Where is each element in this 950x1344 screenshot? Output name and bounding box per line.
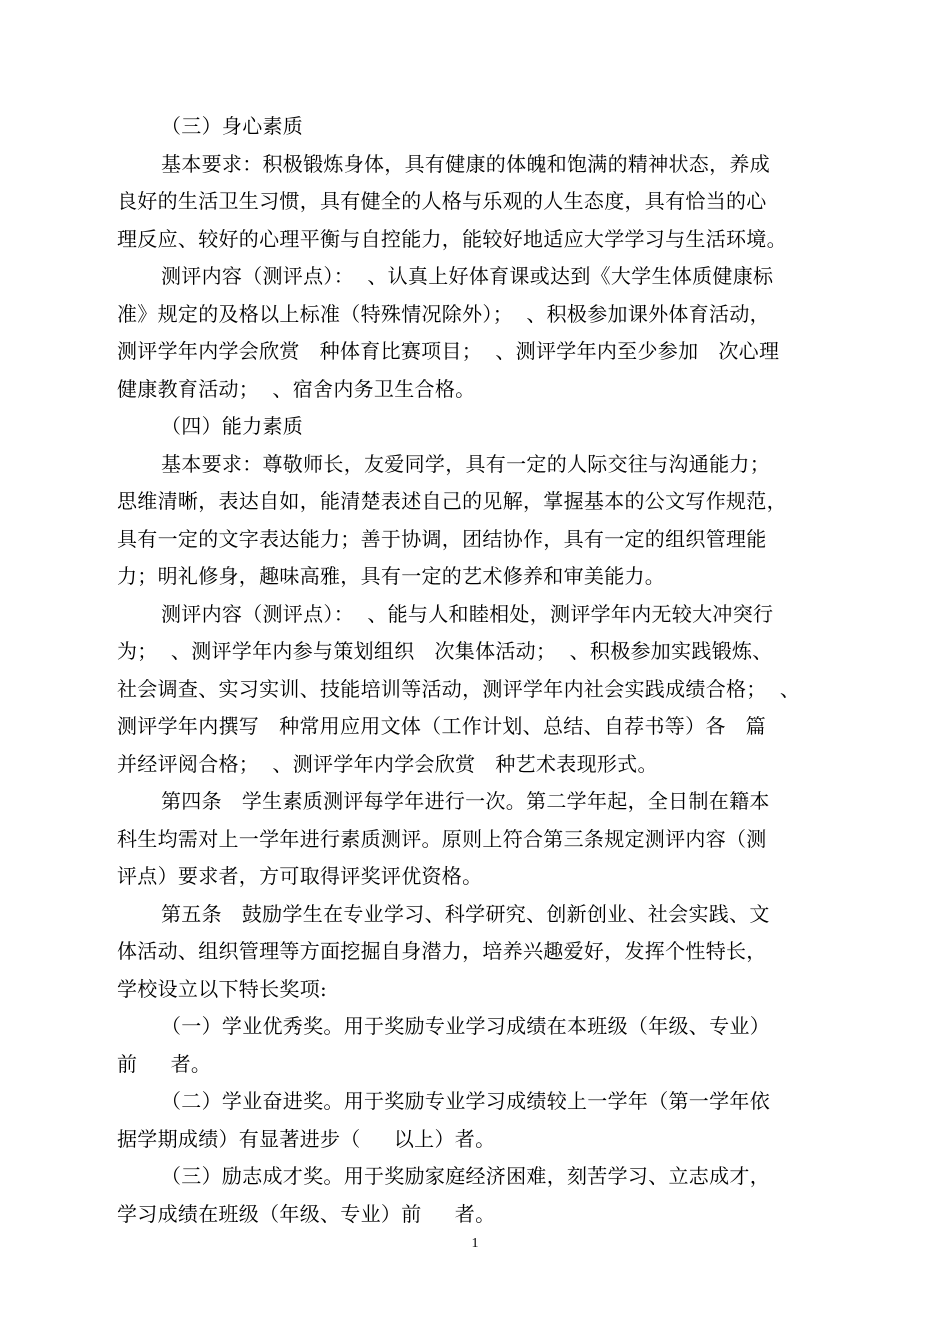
- text-line: 具有一定的文字表达能力；善于协调，团结协作，具有一定的组织管理能: [117, 526, 767, 551]
- text-line: 良好的生活卫生习惯，具有健全的人格与乐观的人生态度，具有恰当的心: [117, 189, 767, 213]
- page-number: 1: [471, 1236, 479, 1251]
- document-body: [117, 108, 837, 1233]
- text-line: 学习成绩在班级（年级、专业）前 者。: [117, 1201, 496, 1226]
- text-line: 测评内容（测评点）： 、认真上好体育课或达到《大学生体质健康标: [161, 264, 774, 288]
- text-line: 前 者。: [117, 1051, 212, 1076]
- text-line: 第五条 鼓励学生在专业学习、科学研究、创新创业、社会实践、文: [161, 901, 770, 926]
- text-line: 并经评阅合格； 、测评学年内学会欣赏 种艺术表现形式。: [117, 751, 658, 776]
- text-line: 基本要求：积极锻炼身体，具有健康的体魄和饱满的精神状态，养成: [161, 151, 770, 176]
- text-line: （三）励志成才奖。用于奖励家庭经济困难，刻苦学习、立志成才，: [161, 1164, 770, 1188]
- text-line: 学校设立以下特长奖项:: [117, 976, 328, 1001]
- text-line: （三）身心素质: [161, 114, 304, 138]
- text-line: 体活动、组织管理等方面挖掘自身潜力，培养兴趣爱好，发挥个性特长，: [117, 939, 767, 963]
- text-line: 评点）要求者，方可取得评奖评优资格。: [117, 864, 483, 888]
- text-line: （二）学业奋进奖。用于奖励专业学习成绩较上一学年（第一学年依: [161, 1089, 770, 1113]
- text-line: 社会调查、实习实训、技能培训等活动，测评学年内社会实践成绩合格； 、: [117, 676, 801, 701]
- text-line: 科生均需对上一学年进行素质测评。原则上符合第三条规定测评内容（测: [117, 826, 767, 851]
- text-line: （四）能力素质: [161, 414, 304, 438]
- text-line: 健康教育活动； 、宿舍内务卫生合格。: [117, 376, 476, 401]
- text-line: 据学期成绩）有显著进步（ 以上）者。: [117, 1126, 496, 1151]
- text-line: 思维清晰，表达自如，能清楚表述自己的见解，掌握基本的公文写作规范，: [117, 489, 787, 513]
- text-line: 基本要求：尊敬师长，友爱同学，具有一定的人际交往与沟通能力；: [161, 451, 770, 476]
- text-line: 测评内容（测评点）： 、能与人和睦相处，测评学年内无较大冲突行: [161, 601, 774, 626]
- text-line: （一）学业优秀奖。用于奖励专业学习成绩在本班级（年级、专业）: [161, 1014, 770, 1038]
- text-line: 理反应、较好的心理平衡与自控能力，能较好地适应大学学习与生活环境。: [117, 226, 787, 251]
- text-line: 力；明礼修身，趣味高雅，具有一定的艺术修养和审美能力。: [117, 564, 666, 588]
- text-line: 准》规定的及格以上标准（特殊情况除外）； 、积极参加课外体育活动，: [117, 301, 770, 326]
- text-line: 第四条 学生素质测评每学年进行一次。第二学年起，全日制在籍本: [161, 789, 770, 813]
- text-line: 为； 、测评学年内参与策划组织 次集体活动； 、积极参加实践锻炼、: [117, 639, 773, 663]
- text-line: 测评学年内撰写 种常用应用文体（工作计划、总结、自荐书等）各 篇: [117, 714, 766, 738]
- text-line: 测评学年内学会欣赏 种体育比赛项目； 、测评学年内至少参加 次心理: [117, 339, 780, 363]
